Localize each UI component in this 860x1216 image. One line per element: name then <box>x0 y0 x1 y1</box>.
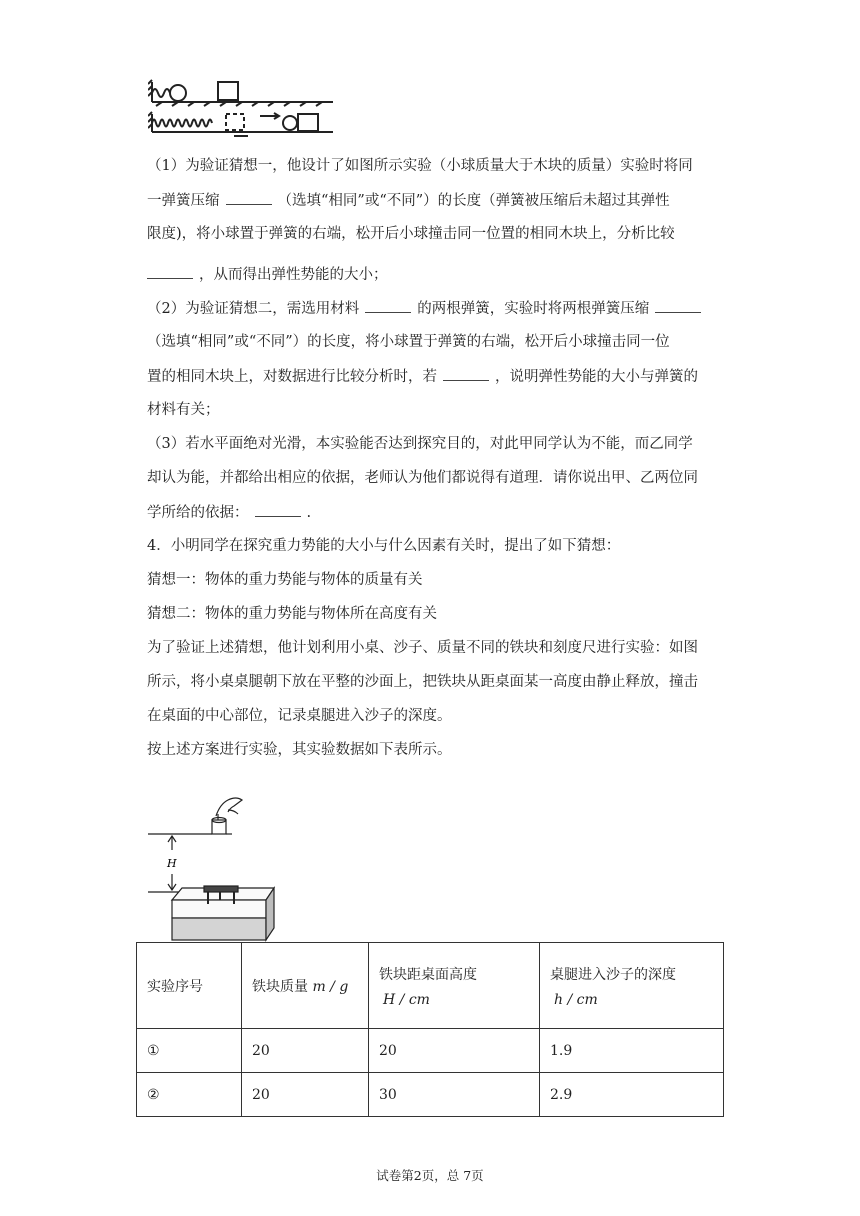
q3-part3-line3b: . <box>306 505 312 521</box>
cell-height: 20 <box>369 1029 540 1073</box>
q3-part2-line3 <box>147 366 698 387</box>
cell-depth: 1.9 <box>540 1029 724 1073</box>
q3-part2-line1 <box>147 298 707 319</box>
q4-paragraph-line3: 在桌面的中心部位，记录桌腿进入沙子的深度。 <box>147 708 452 724</box>
experiment-data-table <box>136 942 724 1117</box>
table-header-row <box>137 943 724 1029</box>
q4-paragraph-line4: 按上述方案进行实验，其实验数据如下表所示。 <box>147 742 452 758</box>
q4-intro: 4．小明同学在探究重力势能的大小与什么因素有关时，提出了如下猜想： <box>147 538 621 554</box>
answer-blank-3[interactable] <box>365 298 411 313</box>
spring-experiment-figure <box>148 76 338 138</box>
cell-id: ① <box>137 1029 242 1073</box>
table-row <box>137 1029 724 1073</box>
q3-part2-line3b: ，说明弹性势能的大小与弹簧的 <box>495 369 698 385</box>
q3-part3-line1: （3）若水平面绝对光滑，本实验能否达到探究目的，对此甲同学认为不能，而乙同学 <box>147 436 693 452</box>
q3-part2-line1b: 的两根弹簧，实验时将两根弹簧压缩 <box>417 301 650 317</box>
q4-guess2: 猜想二：物体的重力势能与物体所在高度有关 <box>147 606 437 622</box>
table-row <box>137 1073 724 1117</box>
q4-paragraph-line1: 为了验证上述猜想，他计划利用小桌、沙子、质量不同的铁块和刻度尺进行实验：如图 <box>147 640 698 656</box>
answer-blank-1[interactable] <box>226 190 272 205</box>
cell-depth: 2.9 <box>540 1073 724 1117</box>
q3-part2-line3a: 置的相同木块上，对数据进行比较分析时，若 <box>147 369 437 385</box>
header-leg-depth: 桌腿进入沙子的深度 h / cm <box>540 943 724 1029</box>
q3-part1-line2b: （选填“相同”或“不同”）的长度（弹簧被压缩后未超过其弹性 <box>277 193 670 209</box>
q3-part1-line1: （1）为验证猜想一，他设计了如图所示实验（小球质量大于木块的质量）实验时将同 <box>147 158 693 174</box>
q3-part2-line4: 材料有关； <box>147 402 220 418</box>
q3-part1-line4b: ，从而得出弹性势能的大小； <box>199 267 388 283</box>
sand-table-experiment-figure <box>148 794 278 942</box>
page-footer: 试卷第2页，总 7页 <box>376 1168 484 1183</box>
q3-part1-line4 <box>147 264 388 285</box>
cell-mass: 20 <box>242 1073 369 1117</box>
answer-blank-2[interactable] <box>147 264 193 279</box>
figure-h-label: H <box>167 857 177 870</box>
q3-part2-line2: （选填“相同”或“不同”）的长度，将小球置于弹簧的右端，松开后小球撞击同一位 <box>147 334 670 350</box>
q3-part1-line3: 限度)，将小球置于弹簧的右端，松开后小球撞击同一位置的相同木块上，分析比较 <box>147 226 675 242</box>
header-iron-height: 铁块距桌面高度 H / cm <box>369 943 540 1029</box>
answer-blank-4[interactable] <box>655 298 701 313</box>
q3-part1-line2a: 一弹簧压缩 <box>147 193 220 209</box>
q3-part3-line2: 却认为能，并都给出相应的依据，老师认为他们都说得有道理．请你说出甲、乙两位同 <box>147 470 698 486</box>
cell-height: 30 <box>369 1073 540 1117</box>
header-iron-mass: 铁块质量 m / g <box>242 943 369 1029</box>
header-experiment-number: 实验序号 <box>137 943 242 1029</box>
answer-blank-5[interactable] <box>443 366 489 381</box>
q3-part3-line3 <box>147 502 311 523</box>
q4-paragraph-line2: 所示，将小桌桌腿朝下放在平整的沙面上，把铁块从距桌面某一高度由静止释放，撞击 <box>147 674 698 690</box>
cell-id: ② <box>137 1073 242 1117</box>
answer-blank-6[interactable] <box>255 502 301 517</box>
q3-part1-line2 <box>147 190 670 211</box>
cell-mass: 20 <box>242 1029 369 1073</box>
q3-part3-line3a: 学所给的依据： <box>147 505 249 521</box>
q3-part2-line1a: （2）为验证猜想二，需选用材料 <box>147 301 360 317</box>
q4-guess1: 猜想一：物体的重力势能与物体的质量有关 <box>147 572 423 588</box>
